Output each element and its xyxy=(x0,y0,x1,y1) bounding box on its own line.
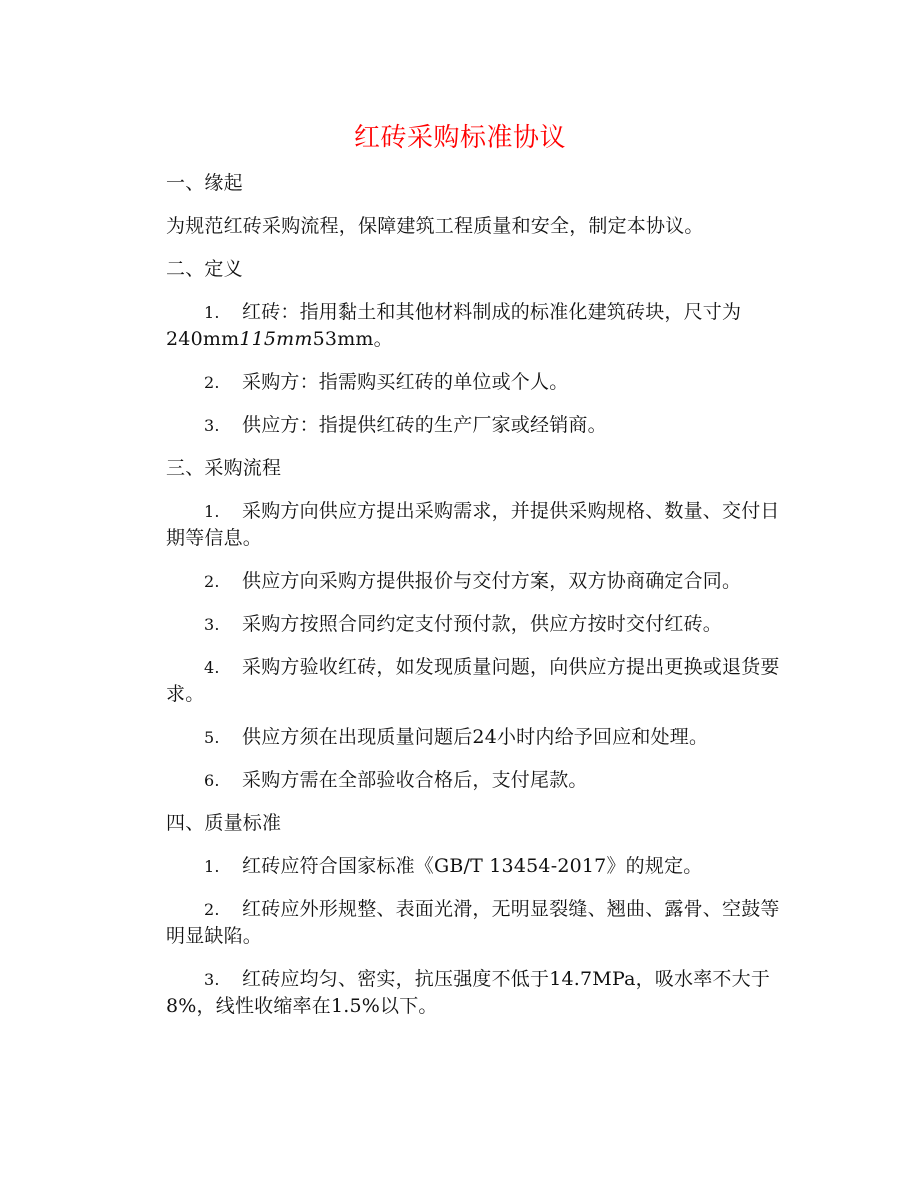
list-text: 采购方向供应方提出采购需求，并提供采购规格、数量、交付日期等信息。 xyxy=(166,500,780,549)
list-text: 供应方须在出现质量问题后24小时内给予回应和处理。 xyxy=(242,726,709,748)
list-text: 采购方验收红砖，如发现质量问题，向供应方提出更换或退货要求。 xyxy=(166,656,780,705)
section-paragraph-origin: 为规范红砖采购流程，保障建筑工程质量和安全，制定本协议。 xyxy=(166,215,704,237)
list-item xyxy=(166,724,786,751)
list-text-italic: 115mm xyxy=(239,328,313,350)
list-text-part: 红砖：指用黏土和其他材料制成的标准化建筑砖块，尺寸为240mm xyxy=(166,301,742,350)
list-text: 红砖应符合国家标准《GB/T 13454-2017》的规定。 xyxy=(242,855,703,877)
list-number: 2. xyxy=(204,373,220,392)
list-item xyxy=(166,568,786,595)
section-heading-origin: 一、缘起 xyxy=(166,172,243,194)
list-number: 2. xyxy=(204,572,220,591)
list-number: 3. xyxy=(204,615,220,634)
list-number: 1. xyxy=(204,857,220,876)
list-text: 采购方需在全部验收合格后，支付尾款。 xyxy=(242,769,588,791)
list-text: 供应方：指提供红砖的生产厂家或经销商。 xyxy=(242,414,607,436)
document-body xyxy=(166,170,786,1036)
list-item xyxy=(166,654,786,708)
document-title: 红砖采购标准协议 xyxy=(353,123,566,153)
section-heading-definitions: 二、定义 xyxy=(166,258,243,280)
list-number: 1. xyxy=(204,502,220,521)
list-text: 采购方按照合同约定支付预付款，供应方按时交付红砖。 xyxy=(242,613,723,635)
list-item xyxy=(166,412,786,439)
list-item xyxy=(166,896,786,950)
list-number: 2. xyxy=(204,900,220,919)
list-number: 4. xyxy=(204,658,220,677)
list-number: 1. xyxy=(204,303,220,322)
list-item xyxy=(166,966,786,1020)
list-number: 3. xyxy=(204,416,220,435)
list-number: 6. xyxy=(204,771,220,790)
list-text: 红砖应均匀、密实，抗压强度不低于14.7MPa，吸水率不大于8%，线性收缩率在1.5%以下。 xyxy=(166,968,771,1017)
list-item xyxy=(166,853,786,880)
section-heading-process: 三、采购流程 xyxy=(166,457,282,479)
list-item xyxy=(166,767,786,794)
list-text xyxy=(166,301,741,350)
list-item xyxy=(166,369,786,396)
list-text: 红砖应外形规整、表面光滑，无明显裂缝、翘曲、露骨、空鼓等明显缺陷。 xyxy=(166,898,780,947)
list-text: 供应方向采购方提供报价与交付方案，双方协商确定合同。 xyxy=(242,570,742,592)
section-heading-quality: 四、质量标准 xyxy=(166,812,282,834)
list-number: 3. xyxy=(204,970,220,989)
list-item xyxy=(166,498,786,552)
list-text: 采购方：指需购买红砖的单位或个人。 xyxy=(242,371,569,393)
list-item xyxy=(166,611,786,638)
list-item xyxy=(166,299,786,353)
list-text-part: 53mm。 xyxy=(312,328,393,350)
list-number: 5. xyxy=(204,728,220,747)
